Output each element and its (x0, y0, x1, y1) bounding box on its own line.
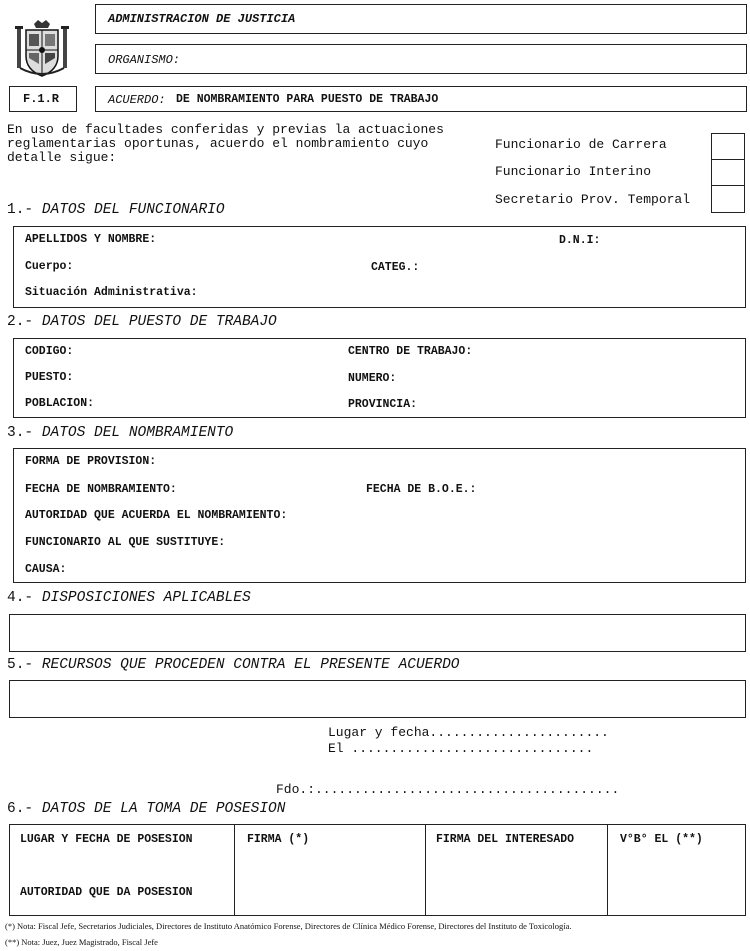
section-1-box (13, 226, 746, 308)
apellidos-label[interactable]: APELLIDOS Y NOMBRE: (25, 233, 157, 246)
organismo-box[interactable] (95, 44, 747, 74)
coat-of-arms-icon (12, 18, 72, 80)
acuerdo-label: ACUERDO: (108, 93, 166, 107)
checkbox-carrera[interactable] (711, 133, 745, 160)
poblacion-label[interactable]: POBLACION: (25, 397, 95, 410)
org-title: ADMINISTRACION DE JUSTICIA (108, 12, 296, 26)
section-6-number: 6.- (7, 801, 34, 817)
acuerdo-box (95, 86, 747, 112)
section-3-heading (7, 425, 233, 441)
section-4-number: 4.- (7, 590, 34, 606)
fecha-nombramiento-label[interactable]: FECHA DE NOMBRAMIENTO: (25, 483, 177, 496)
intro-line-3: detalle sigue: (7, 150, 117, 165)
checkbox-interino[interactable] (711, 159, 745, 186)
intro-line-2: reglamentarias oportunas, acuerdo el nombramiento cuyo (7, 136, 429, 151)
section-1-heading (7, 202, 225, 218)
recursos-box[interactable] (9, 680, 746, 718)
form-code-box (9, 86, 77, 112)
cuerpo-label[interactable]: Cuerpo: (25, 260, 74, 273)
section-3-number: 3.- (7, 425, 34, 441)
option-interino-label: Funcionario Interino (495, 164, 652, 179)
section-4-heading (7, 590, 251, 606)
funcionario-sustituye-label[interactable]: FUNCIONARIO AL QUE SUSTITUYE: (25, 536, 226, 549)
section-1-title: DATOS DEL FUNCIONARIO (41, 202, 225, 218)
section-5-heading (7, 657, 459, 673)
section-6-title: DATOS DE LA TOMA DE POSESION (41, 801, 286, 817)
autoridad-acuerda-label[interactable]: AUTORIDAD QUE ACUERDA EL NOMBRAMIENTO: (25, 509, 288, 522)
posesion-divider-3 (607, 825, 608, 915)
fecha-boe-label[interactable]: FECHA DE B.O.E.: (366, 483, 477, 496)
codigo-label[interactable]: CODIGO: (25, 345, 74, 358)
posesion-divider-1 (234, 825, 235, 915)
firma-interesado-label[interactable]: FIRMA DEL INTERESADO (436, 833, 575, 846)
section-4-title: DISPOSICIONES APLICABLES (41, 590, 251, 606)
intro-line-1: En uso de facultades conferidas y previas la actuaciones (7, 122, 444, 137)
el-line[interactable]: El ............................... (328, 741, 594, 756)
org-title-box (95, 4, 747, 34)
centro-label[interactable]: CENTRO DE TRABAJO: (348, 345, 473, 358)
firma-label[interactable]: FIRMA (*) (247, 833, 310, 846)
causa-label[interactable]: CAUSA: (25, 563, 67, 576)
disposiciones-box[interactable] (9, 614, 746, 652)
section-5-title: RECURSOS QUE PROCEDEN CONTRA EL PRESENTE ACUERDO (41, 657, 460, 673)
acuerdo-text: DE NOMBRAMIENTO PARA PUESTO DE TRABAJO (176, 93, 439, 106)
section-3-box (13, 448, 746, 583)
section-1-number: 1.- (7, 202, 34, 218)
provincia-label[interactable]: PROVINCIA: (348, 398, 418, 411)
lugar-fecha-line[interactable]: Lugar y fecha....................... (328, 725, 609, 740)
option-secretario-label: Secretario Prov. Temporal (495, 192, 691, 207)
checkbox-secretario[interactable] (711, 186, 745, 213)
lugar-fecha-posesion-label: LUGAR Y FECHA DE POSESION (20, 833, 193, 846)
form-code: F.1.R (23, 92, 60, 106)
posesion-table (9, 824, 746, 916)
footnote-1: (*) Nota: Fiscal Jefe, Secretarios Judiciales, Directores de Instituto Anatómico Forense, Directores de Clínica Médico Forense, Directores del Instituto de Toxicología. (5, 921, 572, 931)
dni-label[interactable]: D.N.I: (559, 234, 601, 247)
section-6-heading (7, 801, 285, 817)
autoridad-posesion-label: AUTORIDAD QUE DA POSESION (20, 886, 193, 899)
situacion-label[interactable]: Situación Administrativa: (25, 286, 198, 299)
vobo-label[interactable]: V°B° EL (**) (620, 833, 703, 846)
footnote-2: (**) Nota: Juez, Juez Magistrado, Fiscal Jefe (5, 937, 158, 947)
option-carrera-label: Funcionario de Carrera (495, 137, 667, 152)
section-2-heading (7, 314, 277, 330)
organismo-label: ORGANISMO: (108, 53, 181, 67)
categ-label[interactable]: CATEG.: (371, 261, 420, 274)
posesion-divider-2 (425, 825, 426, 915)
section-2-box (13, 338, 746, 418)
forma-provision-label[interactable]: FORMA DE PROVISION: (25, 455, 157, 468)
puesto-label[interactable]: PUESTO: (25, 371, 74, 384)
section-5-number: 5.- (7, 657, 34, 673)
fdo-line[interactable]: Fdo.:....................................... (276, 782, 620, 797)
numero-label[interactable]: NUMERO: (348, 372, 397, 385)
section-3-title: DATOS DEL NOMBRAMIENTO (41, 425, 234, 441)
section-2-title: DATOS DEL PUESTO DE TRABAJO (41, 314, 277, 330)
section-2-number: 2.- (7, 314, 34, 330)
